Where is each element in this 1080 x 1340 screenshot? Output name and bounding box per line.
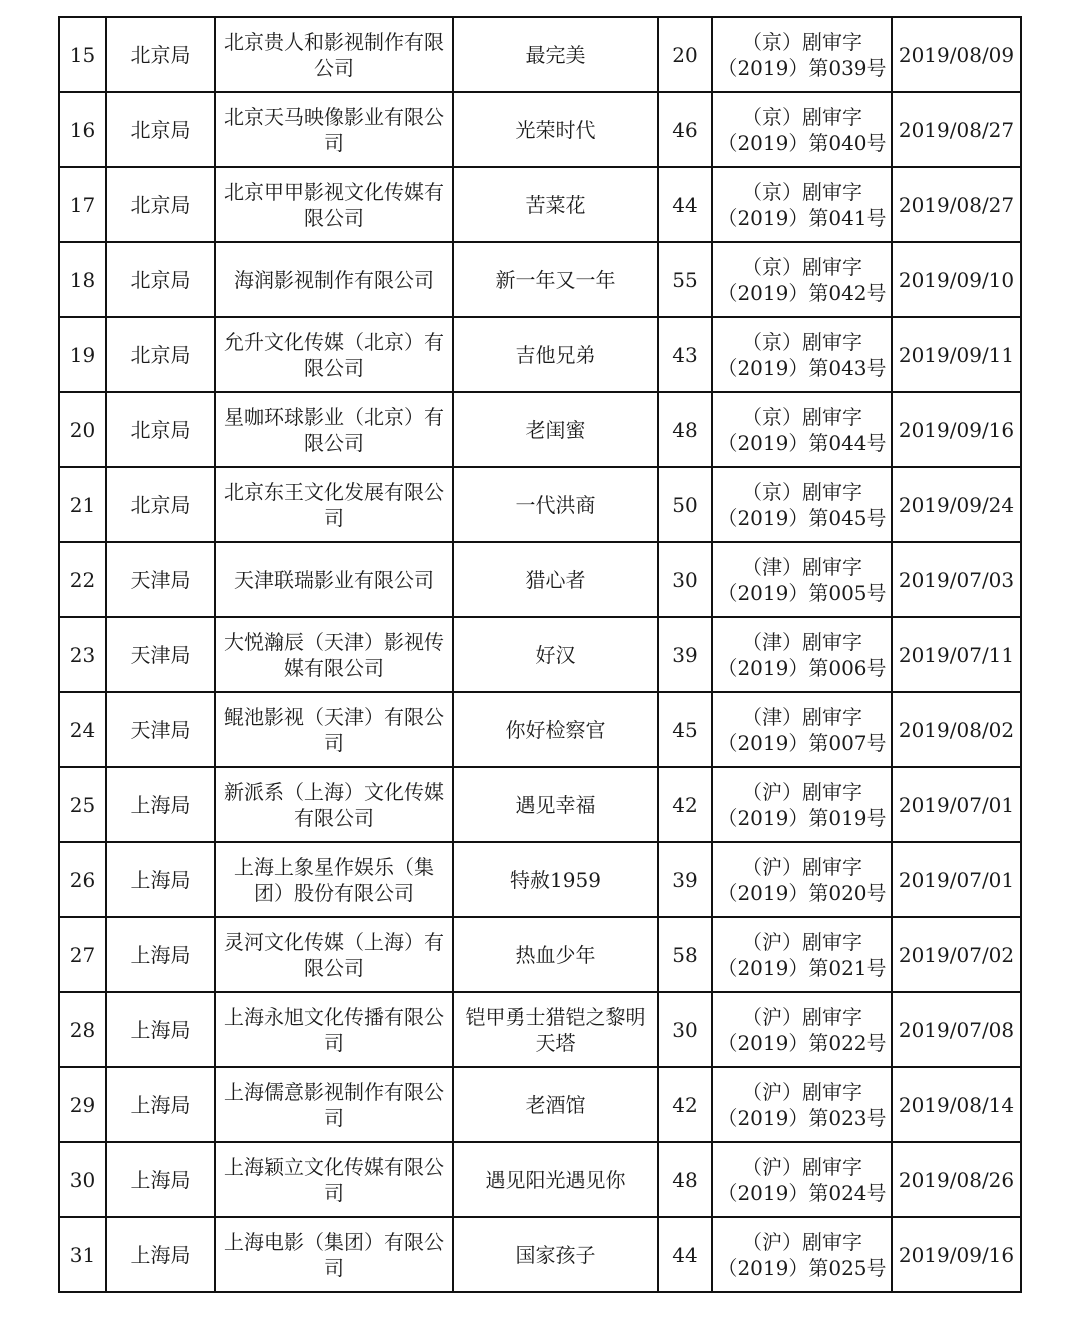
company-cell: 北京天马映像影业有限公司 <box>215 92 453 167</box>
table-row <box>59 242 1021 317</box>
serial-number-cell: 18 <box>59 242 106 317</box>
table-row <box>59 842 1021 917</box>
company-cell: 新派系（上海）文化传媒有限公司 <box>215 767 453 842</box>
serial-number-cell: 27 <box>59 917 106 992</box>
date-cell: 2019/07/01 <box>892 767 1021 842</box>
bureau-cell: 上海局 <box>106 1217 215 1292</box>
permit-prefix: （沪）剧审字 <box>742 854 862 879</box>
episodes-cell: 50 <box>658 467 712 542</box>
date-cell: 2019/09/10 <box>892 242 1021 317</box>
drama-title-cell: 好汉 <box>453 617 658 692</box>
permit-serial: （2019）第020号 <box>717 880 887 905</box>
date-cell: 2019/09/24 <box>892 467 1021 542</box>
date-cell: 2019/08/09 <box>892 17 1021 92</box>
bureau-cell: 天津局 <box>106 692 215 767</box>
serial-number-cell: 19 <box>59 317 106 392</box>
serial-number-cell: 29 <box>59 1067 106 1142</box>
drama-title-cell: 遇见阳光遇见你 <box>453 1142 658 1217</box>
permit-serial: （2019）第024号 <box>717 1180 887 1205</box>
bureau-cell: 北京局 <box>106 92 215 167</box>
date-cell: 2019/09/11 <box>892 317 1021 392</box>
episodes-cell: 44 <box>658 167 712 242</box>
serial-number-cell: 15 <box>59 17 106 92</box>
permit-prefix: （京）剧审字 <box>742 104 862 129</box>
date-cell: 2019/09/16 <box>892 1217 1021 1292</box>
permit-serial: （2019）第045号 <box>717 505 887 530</box>
company-cell: 上海电影（集团）有限公司 <box>215 1217 453 1292</box>
serial-number-cell: 16 <box>59 92 106 167</box>
table-row <box>59 1142 1021 1217</box>
bureau-cell: 北京局 <box>106 317 215 392</box>
serial-number-cell: 25 <box>59 767 106 842</box>
episodes-cell: 48 <box>658 1142 712 1217</box>
date-cell: 2019/07/02 <box>892 917 1021 992</box>
table-row <box>59 467 1021 542</box>
serial-number-cell: 31 <box>59 1217 106 1292</box>
table-row <box>59 317 1021 392</box>
serial-number-cell: 30 <box>59 1142 106 1217</box>
permit-number-cell <box>712 992 892 1067</box>
permit-number-cell <box>712 392 892 467</box>
bureau-cell: 上海局 <box>106 1067 215 1142</box>
table-row <box>59 692 1021 767</box>
episodes-cell: 58 <box>658 917 712 992</box>
company-cell: 北京东王文化发展有限公司 <box>215 467 453 542</box>
drama-title-cell: 国家孩子 <box>453 1217 658 1292</box>
episodes-cell: 46 <box>658 92 712 167</box>
table-row <box>59 1067 1021 1142</box>
permit-number-cell <box>712 842 892 917</box>
permit-serial: （2019）第042号 <box>717 280 887 305</box>
episodes-cell: 20 <box>658 17 712 92</box>
bureau-cell: 天津局 <box>106 617 215 692</box>
date-cell: 2019/07/01 <box>892 842 1021 917</box>
table-row <box>59 1217 1021 1292</box>
company-cell: 天津联瑞影业有限公司 <box>215 542 453 617</box>
company-cell: 海润影视制作有限公司 <box>215 242 453 317</box>
drama-permit-table <box>58 16 1022 1293</box>
date-cell: 2019/08/14 <box>892 1067 1021 1142</box>
company-cell: 北京甲甲影视文化传媒有限公司 <box>215 167 453 242</box>
serial-number-cell: 21 <box>59 467 106 542</box>
permit-number-cell <box>712 167 892 242</box>
date-cell: 2019/08/27 <box>892 167 1021 242</box>
episodes-cell: 30 <box>658 992 712 1067</box>
permit-number-cell <box>712 617 892 692</box>
company-cell: 上海永旭文化传播有限公司 <box>215 992 453 1067</box>
episodes-cell: 39 <box>658 617 712 692</box>
company-cell: 上海颖立文化传媒有限公司 <box>215 1142 453 1217</box>
date-cell: 2019/07/11 <box>892 617 1021 692</box>
permit-number-cell <box>712 1067 892 1142</box>
permit-serial: （2019）第005号 <box>717 580 887 605</box>
permit-prefix: （京）剧审字 <box>742 329 862 354</box>
drama-title-cell: 你好检察官 <box>453 692 658 767</box>
permit-prefix: （沪）剧审字 <box>742 1229 862 1254</box>
date-cell: 2019/07/03 <box>892 542 1021 617</box>
episodes-cell: 45 <box>658 692 712 767</box>
permit-serial: （2019）第006号 <box>717 655 887 680</box>
company-cell: 星咖环球影业（北京）有限公司 <box>215 392 453 467</box>
company-cell: 上海儒意影视制作有限公司 <box>215 1067 453 1142</box>
serial-number-cell: 28 <box>59 992 106 1067</box>
permit-prefix: （京）剧审字 <box>742 254 862 279</box>
permit-prefix: （津）剧审字 <box>742 554 862 579</box>
drama-title-cell: 一代洪商 <box>453 467 658 542</box>
date-cell: 2019/07/08 <box>892 992 1021 1067</box>
company-cell: 大悦瀚辰（天津）影视传媒有限公司 <box>215 617 453 692</box>
episodes-cell: 39 <box>658 842 712 917</box>
bureau-cell: 上海局 <box>106 1142 215 1217</box>
permit-number-cell <box>712 692 892 767</box>
drama-title-cell: 热血少年 <box>453 917 658 992</box>
table-row <box>59 17 1021 92</box>
drama-title-cell: 猎心者 <box>453 542 658 617</box>
table-row <box>59 767 1021 842</box>
permit-number-cell <box>712 92 892 167</box>
episodes-cell: 42 <box>658 767 712 842</box>
bureau-cell: 上海局 <box>106 842 215 917</box>
permit-number-cell <box>712 917 892 992</box>
serial-number-cell: 23 <box>59 617 106 692</box>
permit-number-cell <box>712 767 892 842</box>
permit-serial: （2019）第039号 <box>717 55 887 80</box>
table-row <box>59 992 1021 1067</box>
permit-prefix: （沪）剧审字 <box>742 1004 862 1029</box>
permit-serial: （2019）第021号 <box>717 955 887 980</box>
episodes-cell: 48 <box>658 392 712 467</box>
bureau-cell: 北京局 <box>106 242 215 317</box>
permit-serial: （2019）第025号 <box>717 1255 887 1280</box>
permit-serial: （2019）第043号 <box>717 355 887 380</box>
permit-serial: （2019）第041号 <box>717 205 887 230</box>
permit-prefix: （京）剧审字 <box>742 404 862 429</box>
permit-prefix: （沪）剧审字 <box>742 929 862 954</box>
permit-number-cell <box>712 1217 892 1292</box>
company-cell: 鲲池影视（天津）有限公司 <box>215 692 453 767</box>
drama-title-cell: 特赦1959 <box>453 842 658 917</box>
bureau-cell: 北京局 <box>106 467 215 542</box>
permit-prefix: （津）剧审字 <box>742 704 862 729</box>
drama-title-cell: 光荣时代 <box>453 92 658 167</box>
drama-title-cell: 老闺蜜 <box>453 392 658 467</box>
company-cell: 北京贵人和影视制作有限公司 <box>215 17 453 92</box>
permit-number-cell <box>712 17 892 92</box>
permit-prefix: （京）剧审字 <box>742 179 862 204</box>
permit-prefix: （京）剧审字 <box>742 479 862 504</box>
bureau-cell: 天津局 <box>106 542 215 617</box>
date-cell: 2019/09/16 <box>892 392 1021 467</box>
table-body <box>59 17 1021 1292</box>
company-cell: 允升文化传媒（北京）有限公司 <box>215 317 453 392</box>
permit-number-cell <box>712 242 892 317</box>
company-cell: 灵河文化传媒（上海）有限公司 <box>215 917 453 992</box>
permit-serial: （2019）第022号 <box>717 1030 887 1055</box>
serial-number-cell: 22 <box>59 542 106 617</box>
drama-title-cell: 苦菜花 <box>453 167 658 242</box>
table-row <box>59 542 1021 617</box>
bureau-cell: 北京局 <box>106 167 215 242</box>
table-row <box>59 92 1021 167</box>
episodes-cell: 44 <box>658 1217 712 1292</box>
permit-number-cell <box>712 542 892 617</box>
table-row <box>59 167 1021 242</box>
drama-title-cell: 新一年又一年 <box>453 242 658 317</box>
episodes-cell: 55 <box>658 242 712 317</box>
permit-serial: （2019）第019号 <box>717 805 887 830</box>
drama-title-cell: 吉他兄弟 <box>453 317 658 392</box>
serial-number-cell: 24 <box>59 692 106 767</box>
drama-title-cell: 铠甲勇士猎铠之黎明天塔 <box>453 992 658 1067</box>
permit-prefix: （沪）剧审字 <box>742 1079 862 1104</box>
permit-prefix: （津）剧审字 <box>742 629 862 654</box>
episodes-cell: 43 <box>658 317 712 392</box>
permit-number-cell <box>712 1142 892 1217</box>
bureau-cell: 北京局 <box>106 392 215 467</box>
permit-number-cell <box>712 467 892 542</box>
serial-number-cell: 20 <box>59 392 106 467</box>
bureau-cell: 上海局 <box>106 992 215 1067</box>
permit-number-cell <box>712 317 892 392</box>
permit-prefix: （京）剧审字 <box>742 29 862 54</box>
company-cell: 上海上象星作娱乐（集团）股份有限公司 <box>215 842 453 917</box>
permit-serial: （2019）第040号 <box>717 130 887 155</box>
table-row <box>59 917 1021 992</box>
date-cell: 2019/08/02 <box>892 692 1021 767</box>
bureau-cell: 上海局 <box>106 767 215 842</box>
drama-title-cell: 最完美 <box>453 17 658 92</box>
table-row <box>59 392 1021 467</box>
permit-prefix: （沪）剧审字 <box>742 1154 862 1179</box>
drama-title-cell: 遇见幸福 <box>453 767 658 842</box>
drama-title-cell: 老酒馆 <box>453 1067 658 1142</box>
bureau-cell: 上海局 <box>106 917 215 992</box>
permit-serial: （2019）第044号 <box>717 430 887 455</box>
permit-serial: （2019）第023号 <box>717 1105 887 1130</box>
bureau-cell: 北京局 <box>106 17 215 92</box>
permit-prefix: （沪）剧审字 <box>742 779 862 804</box>
permit-serial: （2019）第007号 <box>717 730 887 755</box>
date-cell: 2019/08/27 <box>892 92 1021 167</box>
serial-number-cell: 26 <box>59 842 106 917</box>
table-row <box>59 617 1021 692</box>
serial-number-cell: 17 <box>59 167 106 242</box>
episodes-cell: 30 <box>658 542 712 617</box>
date-cell: 2019/08/26 <box>892 1142 1021 1217</box>
episodes-cell: 42 <box>658 1067 712 1142</box>
